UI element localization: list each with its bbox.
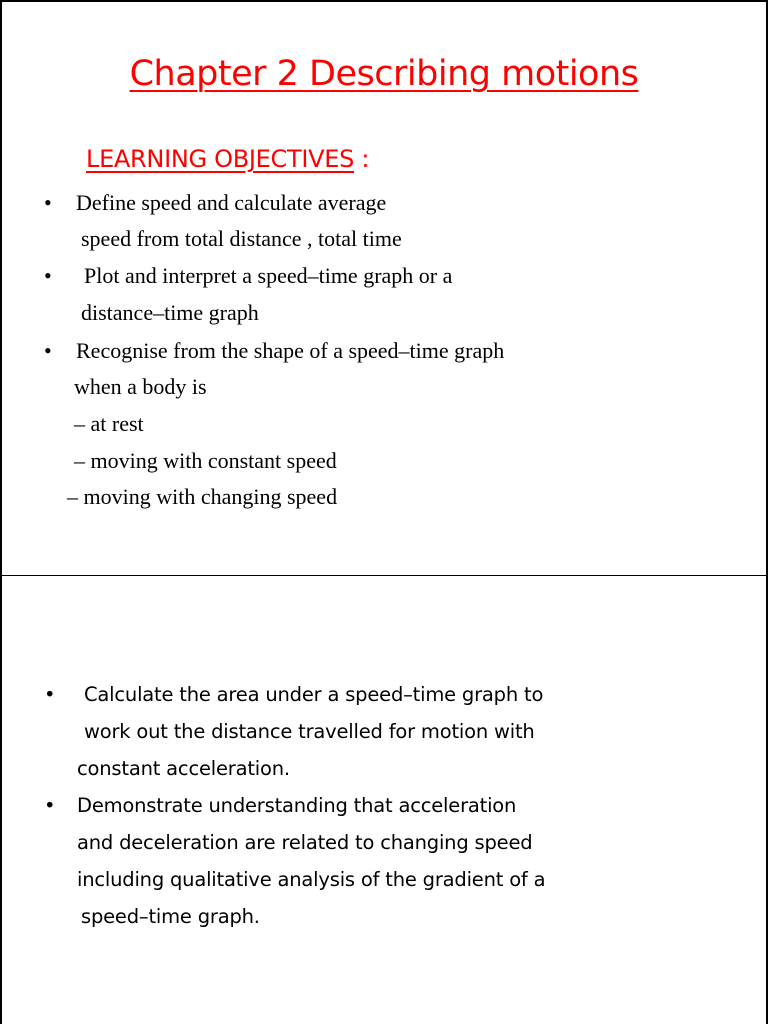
objective-line: speed from total distance , total time — [81, 226, 402, 251]
objective-line: work out the distance travelled for motion with — [84, 720, 535, 743]
objective-line: speed–time graph. — [81, 905, 260, 928]
objective-line: Recognise from the shape of a speed–time graph — [76, 338, 505, 363]
objective-line: Calculate the area under a speed–time graph to — [84, 683, 544, 706]
objective-line: Plot and interpret a speed–time graph or a — [84, 263, 453, 288]
objective-line: Demonstrate understanding that acceleration — [77, 794, 517, 817]
objective-line: including qualitative analysis of the gradient of a — [77, 868, 546, 891]
bullet-icon: • — [44, 338, 52, 363]
objective-line: when a body is — [74, 374, 207, 399]
slide-2 — [0, 576, 768, 1024]
objective-subitem: – moving with constant speed — [74, 448, 337, 473]
bullet-icon: • — [44, 263, 52, 288]
bullet-icon: • — [44, 683, 56, 706]
objective-line: Define speed and calculate average — [76, 190, 387, 215]
learning-objectives-colon: : — [354, 145, 370, 173]
objective-subitem: – at rest — [74, 411, 144, 436]
learning-objectives-label: LEARNING OBJECTIVES — [86, 145, 355, 173]
page-title: Chapter 2 Describing motions — [129, 54, 639, 94]
objective-line: and deceleration are related to changing speed — [77, 831, 533, 854]
objective-line: constant acceleration. — [77, 757, 290, 780]
learning-objectives-heading — [86, 145, 369, 173]
objective-line: distance–time graph — [81, 300, 259, 325]
objective-subitem: – moving with changing speed — [67, 484, 338, 509]
bullet-icon: • — [44, 190, 52, 215]
bullet-icon: • — [44, 794, 56, 817]
